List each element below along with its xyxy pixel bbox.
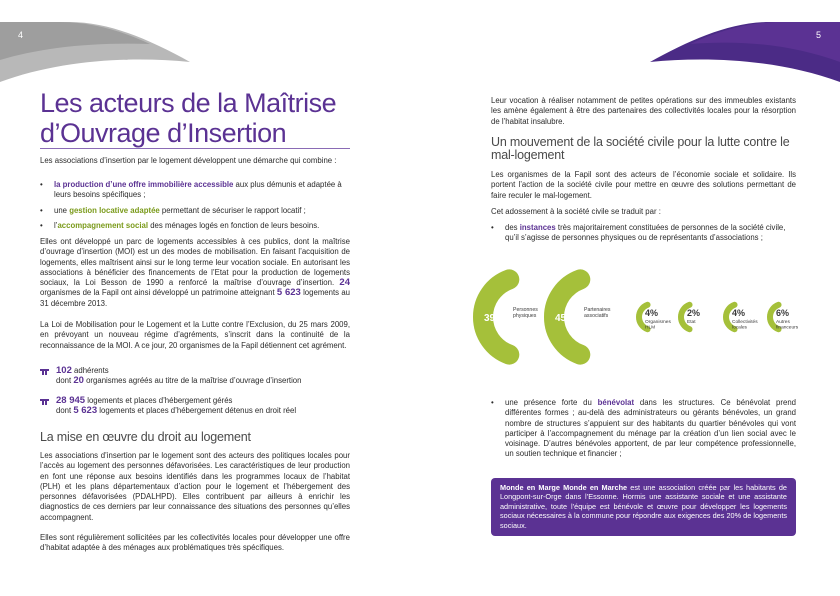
bullet-benevolat: • une présence forte du bénévolat dans les structures. Ce bénévolat prend différentes formes ; au-delà des administrateurs ou gérants bénévoles, un grand nombre de structures s’appuient sur des habitants du quartier bénévoles qui vont participer à l’accompagnement du ménage par la création d’un lien social avec le voisinage. D’autres bénévoles apportent, de par leur compétence professionnelle, un soutien technique et financier ; [491,398,796,459]
chart-category-label: financeurs [776,325,799,331]
ess-paragraph: Les organismes de la Fapil sont des acteurs de l’économie sociale et solidaire. Ils portent l’action de la société civile pour mettre en œuvre des solutions permettant de faire reculer le mal-logement. [491,170,796,200]
moi-paragraph: Elles ont développé un parc de logements accessibles à ces publics, dont la maîtrise d’ouvrage d’insertion (MOI) est un des modes de mobilisation. En faisant l’acquisition de logements, elles maîtrisent ainsi sur le long terme leur vocation sociale. En autorisant les associations à bénéficier des financements de l’Etat pour la production de logements sociaux, la Loi Besson de 1990 a renforcé la maîtrise d’ouvrage d’insertion. 24 organismes de la Fapil ont ainsi développé un patrimoine atteignant 5 623 logements au 31 décembre 2013. [40,237,350,308]
bullet-instances: • des instances très majoritairement constituées de personnes de la société civile, qu’il s’agisse de personnes physiques ou de représentants d’associations ; [491,223,786,243]
callout-text: est une association créée par les habitants de Longpont-sur-Orge dans l’Essonne. Hormis une assistante sociale et une assistante administrative, toute l’équipe est bénévole et œuvre pour développer les logements sociaux nécessaires à la commune pour répondre aux exigences des 20% de logements sociaux. [500,483,787,530]
chart-category-label: Partenaires [584,307,611,313]
left-page-tab [0,0,200,90]
bullet-accompagnement: • l’accompagnement social des ménages logés en fonction de leurs besoins. [40,221,320,230]
key-icon [40,398,49,405]
sollicitees-paragraph: Elles sont régulièrement sollicitées par les collectivités locales pour développer une offre d’habitat adaptée à des ménages aux problématiques très spécifiques. [40,533,350,553]
page-title: Les acteurs de la Maîtrise d’Ouvrage d’Insertion [40,88,337,148]
bullet-highlight: accompagnement social [57,221,149,230]
chart-category-label: physiques [513,313,537,319]
bullet-highlight: bénévolat [597,398,635,407]
bullet-highlight: la production d’une offre immobilière accessible [54,180,234,189]
bullet-production: • la production d’une offre immobilière accessible aux plus démunis et adaptée à leurs besoins spécifiques ; [40,180,342,200]
bullet-gestion: • une gestion locative adaptée permettant de sécuriser le rapport locatif ; [40,206,306,215]
chart-value-label: 4% [732,308,746,318]
callout-box [491,478,796,536]
page-number-left: 4 [18,30,24,40]
intro-paragraph: Les associations d’insertion par le logement développent une démarche qui combine : [40,156,337,165]
bullet-highlight: instances [519,223,556,232]
chart-value-label: 2% [687,308,701,318]
right-page-tab [640,0,840,90]
adossement-paragraph: Cet adossement à la société civile se traduit par : [491,207,661,216]
callout-title: Monde en Marge Monde en Marche [500,483,628,492]
chart-category-label: associatifs [584,313,609,319]
chart-category-label: locales [732,325,747,331]
chart-value-label: 39% [484,313,505,324]
page-number-right: 5 [816,30,822,40]
section-heading-mouvement: Un mouvement de la société civile pour la lutte contre le mal-logement [491,135,790,162]
title-underline [40,148,350,149]
chart-value-label: 6% [776,308,790,318]
chart-category-label: Organismes [645,320,671,325]
stat-adherents: 102 adhérents dont 20 organismes agréés au titre de la maîtrise d’ouvrage d’insertion [56,365,302,387]
acteurs-paragraph: Les associations d’insertion par le logement sont des acteurs des politiques locales pour l’accès au logement des personnes défavorisées. Les caractéristiques de leur production en font une réponse aux besoins identifiés dans les programmes locaux de l’habitat (PLH) et les plans départementaux d’action pour le logement et l’hébergement des personnes défavorisées (PDALHPD). Elles contribuent par ailleurs à enrichir les diagnostics de ces derniers par leur connaissance des situations des personnes qu’elles accompagnent. [40,451,350,522]
chart-value-label: 45% [555,313,576,324]
chart-category-label: Personnes [513,307,538,313]
chart-value-label: 4% [645,308,659,318]
chart-category-label: HLM [645,325,656,331]
section-heading-droit: La mise en œuvre du droit au logement [40,430,251,444]
bullet-highlight: gestion locative adaptée [69,206,160,215]
vocation-paragraph: Leur vocation à réaliser notamment de petites opérations sur des immeubles existants les amène également à être des partenaires des collectivités locales pour la résorption de l’habitat insalubre. [491,96,796,126]
stat-logements: 28 945 logements et places d’hébergement gérés dont 5 623 logements et places d’hébergement détenus en droit réel [56,395,297,417]
key-icon [40,368,49,375]
chart-category-label: Collectivités [732,320,758,325]
loi-paragraph: La Loi de Mobilisation pour le Logement et la Lutte contre l’Exclusion, du 25 mars 2009, en prévoyant un nouveau régime d’agréments, s’inscrit dans la continuité de la reconnaissance de la MOI. A ce jour, 20 organismes de la Fapil détiennent cet agrément. [40,320,350,350]
chart-category-label: Etat [687,320,696,325]
chart-category-label: Autres [776,320,790,325]
governance-chart [484,250,801,390]
